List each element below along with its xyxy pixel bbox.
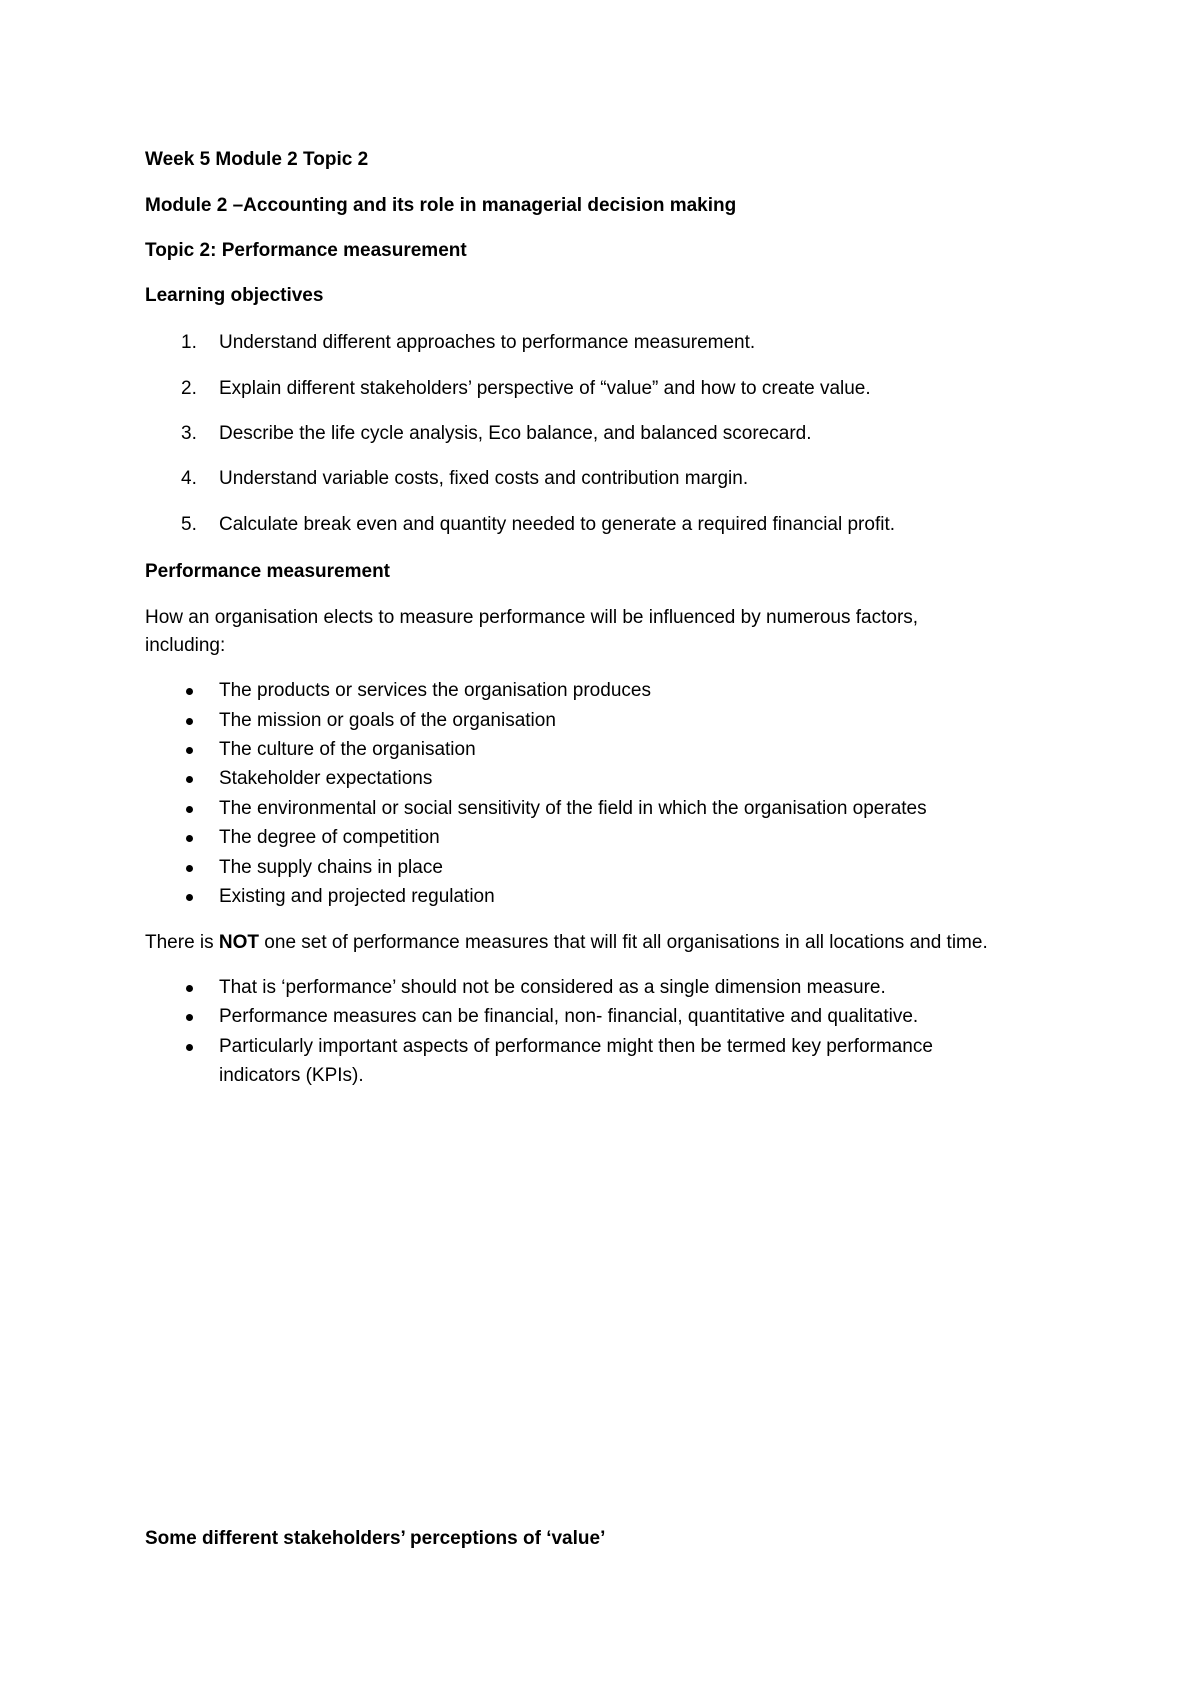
- list-item-text: Existing and projected regulation: [219, 886, 495, 907]
- list-item-text: That is ‘performance’ should not be considered as a single dimension measure.: [219, 977, 886, 998]
- list-item-text: The culture of the organisation: [219, 739, 476, 760]
- sentence-start: There is: [145, 932, 219, 953]
- list-item-text: The degree of competition: [219, 827, 440, 848]
- performance-intro-line-1: How an organisation elects to measure performance will be influenced by numerous factors,: [145, 607, 919, 628]
- emphasis-not: NOT: [218, 932, 260, 953]
- list-item-text: Calculate break even and quantity needed to generate a required financial profit.: [219, 514, 896, 535]
- sentence-end: one set of performance measures that will fit all organisations in all locations and time.: [259, 932, 988, 953]
- bullet-icon: [186, 1014, 193, 1021]
- topic-title: Topic 2: Performance measurement: [145, 240, 467, 261]
- not-one-set-sentence: [145, 931, 988, 955]
- bullet-icon: [186, 1044, 193, 1051]
- list-item-text: The mission or goals of the organisation: [219, 710, 556, 731]
- performance-heading: Performance measurement: [145, 561, 390, 582]
- bullet-icon: [186, 894, 193, 901]
- performance-intro-line-2: including:: [145, 635, 226, 656]
- list-item-text: The products or services the organisation produces: [219, 680, 651, 701]
- list-item-text: Stakeholder expectations: [219, 768, 433, 789]
- bullet-icon: [186, 776, 193, 783]
- bullet-icon: [186, 985, 193, 992]
- list-item-text: Understand different approaches to performance measurement.: [219, 332, 756, 353]
- list-item-text: The supply chains in place: [219, 857, 443, 878]
- list-item-text: Particularly important aspects of performance might then be termed key performance: [219, 1036, 933, 1057]
- list-item-text: The environmental or social sensitivity of the field in which the organisation operates: [219, 798, 927, 819]
- bullet-icon: [186, 718, 193, 725]
- bullet-icon: [186, 865, 193, 872]
- objectives-heading: Learning objectives: [145, 285, 324, 306]
- list-item-text: Understand variable costs, fixed costs and contribution margin.: [219, 468, 749, 489]
- document-header: Week 5 Module 2 Topic 2: [145, 149, 369, 170]
- bullet-icon: [186, 688, 193, 695]
- list-item-number: 3.: [181, 423, 197, 444]
- list-item-text: Explain different stakeholders’ perspective of “value” and how to create value.: [219, 378, 871, 399]
- bullet-icon: [186, 806, 193, 813]
- list-item-number: 4.: [181, 468, 197, 489]
- module-title: Module 2 –Accounting and its role in managerial decision making: [145, 195, 737, 216]
- bullet-icon: [186, 747, 193, 754]
- list-item-text: Describe the life cycle analysis, Eco balance, and balanced scorecard.: [219, 423, 812, 444]
- list-item-text: Performance measures can be financial, non- financial, quantitative and qualitative.: [219, 1006, 919, 1027]
- bullet-icon: [186, 835, 193, 842]
- list-item-text-continued: indicators (KPIs).: [219, 1065, 364, 1086]
- list-item-number: 5.: [181, 514, 197, 535]
- list-item-number: 1.: [181, 332, 197, 353]
- list-item-number: 2.: [181, 378, 197, 399]
- stakeholders-heading: Some different stakeholders’ perceptions of ‘value’: [145, 1528, 606, 1549]
